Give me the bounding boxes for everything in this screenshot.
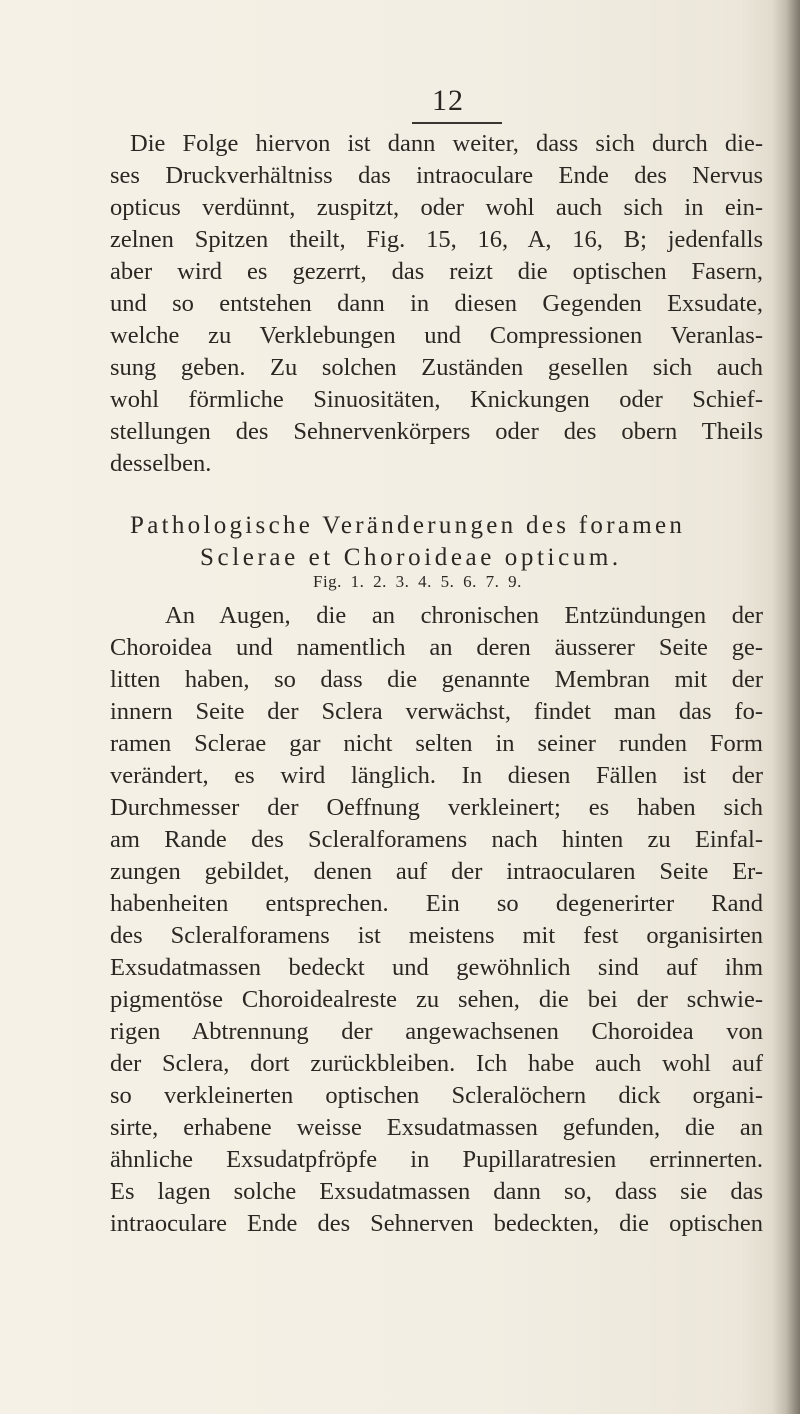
paragraph2-line-17: sirte, erhabene weisse Exsudatmassen gefunden, die an <box>110 1114 763 1141</box>
paragraph2-line-4: innern Seite der Sclera verwächst, findet man das fo- <box>110 698 763 725</box>
paragraph1-line-3: opticus verdünnt, zuspitzt, oder wohl auch sich in ein- <box>110 194 763 221</box>
paragraph1-line-2: ses Druckverhältniss das intraoculare Ende des Nervus <box>110 162 763 189</box>
section-heading-line-1: Pathologische Veränderungen des foramen <box>130 512 686 539</box>
paragraph2-line-11: des Scleralforamens ist meistens mit fest organisirten <box>110 922 763 949</box>
page-number: 12 <box>412 84 502 124</box>
paragraph2-line-14: rigen Abtrennung der angewachsenen Choroidea von <box>110 1018 763 1045</box>
paragraph1-line-1: Die Folge hiervon ist dann weiter, dass sich durch die- <box>130 130 763 157</box>
paragraph2-line-6: verändert, es wird länglich. In diesen Fällen ist der <box>110 762 763 789</box>
paragraph1-line-10: stellungen des Sehnervenkörpers oder des obern Theils <box>110 418 763 445</box>
figure-references: Fig. 1. 2. 3. 4. 5. 6. 7. 9. <box>313 572 522 591</box>
paragraph2-line-20: intraoculare Ende des Sehnerven bedeckten, die optischen <box>110 1210 763 1237</box>
paragraph2-line-15: der Sclera, dort zurückbleiben. Ich habe auch wohl auf <box>110 1050 763 1077</box>
paragraph1-line-5: aber wird es gezerrt, das reizt die optischen Fasern, <box>110 258 763 285</box>
paragraph2-line-9: zungen gebildet, denen auf der intraocularen Seite Er- <box>110 858 763 885</box>
paragraph2-line-3: litten haben, so dass die genannte Membran mit der <box>110 666 763 693</box>
paragraph2-line-8: am Rande des Scleralforamens nach hinten zu Einfal- <box>110 826 763 853</box>
paragraph1-line-4: zelnen Spitzen theilt, Fig. 15, 16, A, 16, B; jedenfalls <box>110 226 763 253</box>
paragraph1-line-7: welche zu Verklebungen und Compressionen Veranlas- <box>110 322 763 349</box>
paragraph1-line-6: und so entstehen dann in diesen Gegenden Exsudate, <box>110 290 763 317</box>
paragraph2-line-19: Es lagen solche Exsudatmassen dann so, dass sie das <box>110 1178 763 1205</box>
paragraph1-line-8: sung geben. Zu solchen Zuständen gesellen sich auch <box>110 354 763 381</box>
paragraph2-line-7: Durchmesser der Oeffnung verkleinert; es haben sich <box>110 794 763 821</box>
paragraph1-line-11: desselben. <box>110 450 212 477</box>
paragraph2-line-1: An Augen, die an chronischen Entzündungen der <box>165 602 763 629</box>
paragraph2-line-18: ähnliche Exsudatpfröpfe in Pupillaratresien errinnerten. <box>110 1146 763 1173</box>
paragraph2-line-13: pigmentöse Choroidealreste zu sehen, die bei der schwie- <box>110 986 763 1013</box>
paragraph2-line-12: Exsudatmassen bedeckt und gewöhnlich sind auf ihm <box>110 954 763 981</box>
paragraph2-line-5: ramen Sclerae gar nicht selten in seiner runden Form <box>110 730 763 757</box>
page-binding-shadow <box>772 0 800 1414</box>
paragraph2-line-10: habenheiten entsprechen. Ein so degenerirter Rand <box>110 890 763 917</box>
paragraph1-line-9: wohl förmliche Sinuositäten, Knickungen oder Schief- <box>110 386 763 413</box>
section-heading-line-2: Sclerae et Choroideae opticum. <box>200 544 622 571</box>
paragraph2-line-16: so verkleinerten optischen Scleralöchern dick organi- <box>110 1082 763 1109</box>
paragraph2-line-2: Choroidea und namentlich an deren äusserer Seite ge- <box>110 634 763 661</box>
